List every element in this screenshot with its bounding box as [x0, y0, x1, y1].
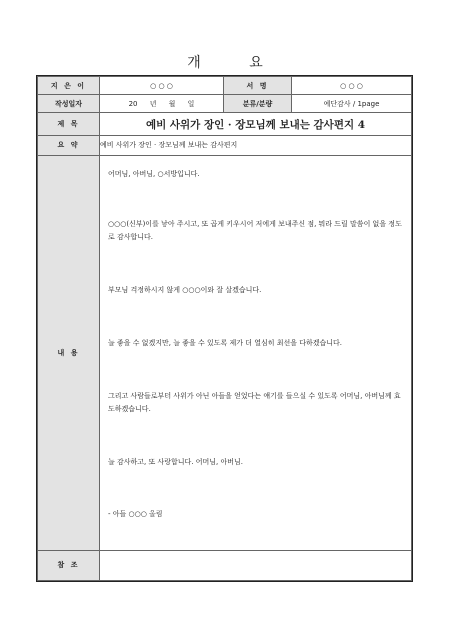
reference-label: 참 조	[38, 550, 100, 580]
reference-value	[100, 550, 412, 580]
content-body	[100, 155, 412, 550]
summary-label: 요 약	[38, 135, 100, 155]
date-value: 20 년 월 일	[100, 95, 224, 113]
content-paragraph-6: 늘 감사하고, 또 사랑합니다. 어머님, 아버님.	[108, 457, 243, 466]
summary-value: 예비 사위가 장인 · 장모님께 보내는 감사편지	[100, 135, 412, 155]
content-paragraph-5: 그리고 사람들로부터 사위가 아닌 아들을 얻었다는 얘기를 들으실 수 있도록 어머님, 아버님께 효도하겠습니다.	[108, 391, 401, 413]
category-value: 예단감사 / 1page	[292, 95, 412, 113]
author-value: ○ ○ ○	[100, 77, 224, 95]
content-paragraph-1: 어머님, 아버님, ○서방입니다.	[108, 169, 200, 178]
content-label: 내 용	[38, 155, 100, 550]
content-paragraph-2: ○○○(신부)이를 낳아 주시고, 또 곱게 키우시어 저에게 보내주신 점, 뭐라 드릴 말씀이 없을 정도로 감사합니다.	[108, 219, 402, 241]
category-label: 분류/분량	[224, 95, 292, 113]
overview-form	[37, 76, 412, 581]
content-paragraph-3: 부모님 걱정하시지 않게 ○○○이와 잘 살겠습니다.	[108, 285, 262, 294]
reviewer-label: 서 명	[224, 77, 292, 95]
subject-value: 예비 사위가 장인 · 장모님께 보내는 감사편지 4	[100, 113, 412, 135]
date-label: 작성일자	[38, 95, 100, 113]
document-title: 개 요	[187, 55, 285, 71]
subject-label: 제 목	[38, 113, 100, 135]
content-paragraph-4: 늘 좋을 수 없겠지만, 늘 좋을 수 있도록 제가 더 열심히 최선을 다하겠습니다.	[108, 338, 343, 347]
author-label: 지 은 이	[38, 77, 100, 95]
reviewer-value: ○ ○ ○	[292, 77, 412, 95]
content-signature: - 아들 ○○○ 올림	[108, 509, 163, 518]
